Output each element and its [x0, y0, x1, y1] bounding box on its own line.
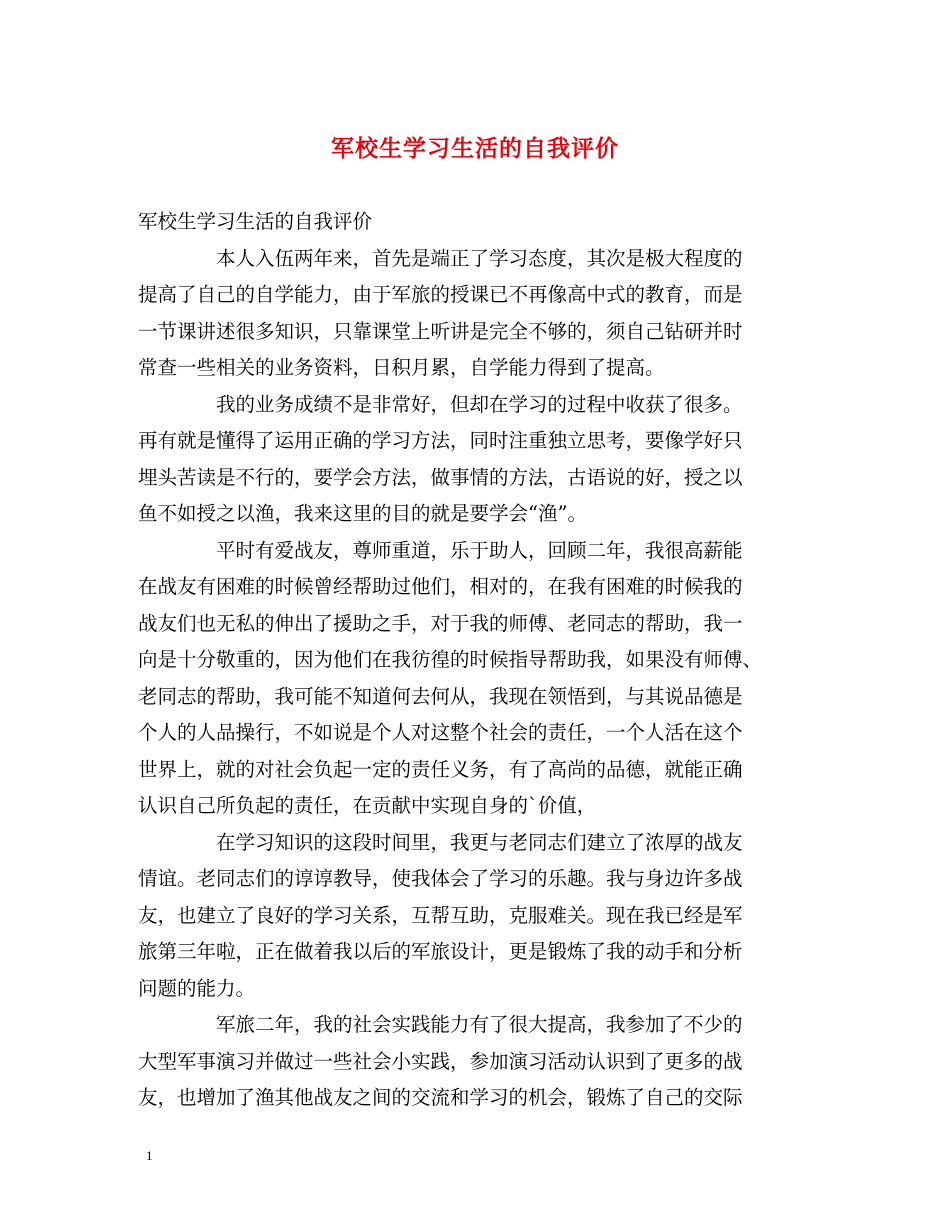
text-line: 鱼不如授之以渔，我来这里的目的就是要学会“渔”。: [138, 502, 587, 525]
text-line: 问题的能力。: [138, 976, 256, 1000]
text-line: 本人入伍两年来，首先是端正了学习态度，其次是极大程度的: [216, 246, 743, 270]
text-line: 在学习知识的这段时间里，我更与老同志们建立了浓厚的战友: [216, 830, 743, 854]
text-line: 老同志的帮助，我可能不知道何去何从，我现在领悟到，与其说品德是: [138, 684, 743, 708]
page-number: 1: [146, 1148, 153, 1163]
text-line: 战友们也无私的伸出了援助之手，对于我的师傅、老同志的帮助，我一: [138, 611, 743, 635]
text-line: 友，也建立了良好的学习关系，互帮互助，克服难关。现在我已经是军: [138, 903, 743, 927]
text-line: 一节课讲述很多知识，只靠课堂上听讲是完全不够的，须自己钻研并时: [138, 319, 743, 343]
document-body: [138, 204, 818, 1117]
text-line: 军旅二年，我的社会实践能力有了很大提高，我参加了不少的: [216, 1013, 743, 1036]
document-title: 军校生学习生活的自我评价: [331, 135, 619, 162]
text-line: 平时有爱战友，尊师重道，乐于助人，回顾二年，我很高薪能: [216, 538, 743, 562]
text-line: 常查一些相关的业务资料，日积月累，自学能力得到了提高。: [138, 356, 665, 379]
text-line: 认识自己所负起的责任，在贡献中实现自身的`价值，: [138, 794, 597, 817]
text-line: 旅第三年啦，正在做着我以后的军旅设计，更是锻炼了我的动手和分析: [138, 940, 743, 963]
text-line: 埋头苦读是不行的，要学会方法，做事情的方法，古语说的好，授之以: [138, 465, 743, 489]
text-line: 再有就是懂得了运用正确的学习方法，同时注重独立思考，要像学好只: [138, 429, 743, 452]
text-line: 友，也增加了渔其他战友之间的交流和学习的机会，锻炼了自己的交际: [138, 1086, 743, 1109]
text-line: 世界上，就的对社会负起一定的责任义务，有了高尚的品德，就能正确: [138, 757, 743, 781]
body-text: [138, 241, 818, 1117]
text-line: 情谊。老同志们的谆谆教导，使我体会了学习的乐趣。我与身边许多战: [138, 867, 743, 890]
text-line: 提高了自己的自学能力，由于军旅的授课已不再像高中式的教育，而是: [138, 283, 743, 306]
text-line: 大型军事演习并做过一些社会小实践，参加演习活动认识到了更多的战: [138, 1049, 743, 1073]
text-line: 我的业务成绩不是非常好，但却在学习的过程中收获了很多。: [216, 392, 743, 416]
text-line: 在战友有困难的时候曾经帮助过他们，相对的，在我有困难的时候我的: [138, 575, 743, 598]
text-line: 向是十分敬重的，因为他们在我彷徨的时候指导帮助我，如果没有师傅、: [138, 648, 763, 671]
body-subtitle: 军校生学习生活的自我评价: [138, 210, 373, 233]
text-line: 个人的人品操行，不如说是个人对这整个社会的责任，一个人活在这个: [138, 721, 743, 744]
